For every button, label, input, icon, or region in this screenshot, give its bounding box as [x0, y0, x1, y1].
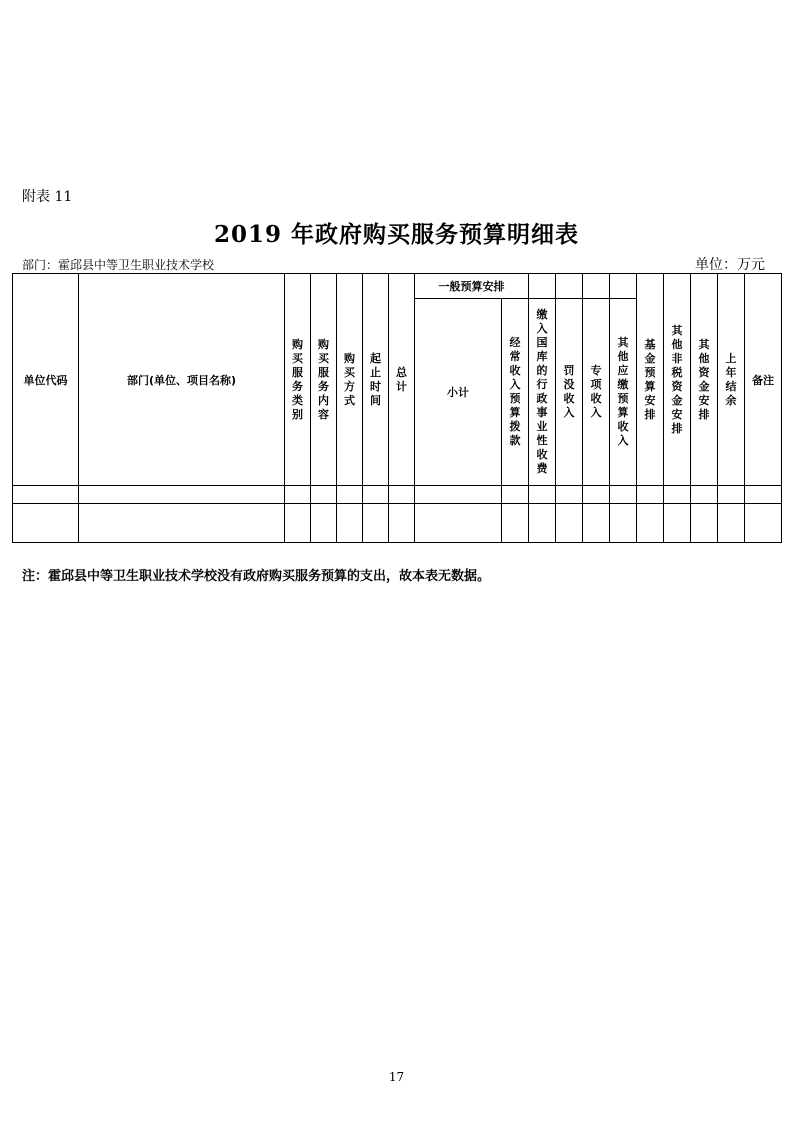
header-carryover-text: 上年结余 [725, 351, 737, 407]
table-cell [285, 504, 311, 543]
header-other-nontax-text: 其他非税资金安排 [671, 323, 683, 435]
annex-label: 附表 11 [22, 189, 73, 205]
table-cell [745, 504, 782, 543]
table-cell [79, 486, 285, 504]
table-cell [664, 486, 691, 504]
header-period [363, 274, 389, 486]
table-cell [389, 486, 415, 504]
table-cell [583, 504, 610, 543]
footnote: 注：霍邱县中等卫生职业技术学校没有政府购买服务预算的支出，故本表无数据。 [22, 569, 491, 584]
header-other-funds [691, 274, 718, 486]
table-cell [363, 486, 389, 504]
header-service-category-text: 购买服务类别 [292, 337, 303, 421]
table-cell [311, 486, 337, 504]
table-row [13, 486, 782, 504]
header-blank [556, 274, 583, 299]
header-operating-income-text: 经常收入预算拨款 [509, 336, 521, 447]
table-cell [337, 504, 363, 543]
header-purchase-method-text: 购买方式 [344, 351, 355, 407]
header-other-income-text: 其他应缴预算收入 [617, 336, 629, 447]
table-cell [745, 486, 782, 504]
table-cell [415, 504, 502, 543]
header-blank [610, 274, 637, 299]
header-carryover [718, 274, 745, 486]
table-cell [415, 486, 502, 504]
header-fund-budget [637, 274, 664, 486]
table-cell [637, 486, 664, 504]
page-number: 17 [388, 1070, 405, 1084]
table-cell [285, 486, 311, 504]
header-special-income [583, 299, 610, 486]
header-fund-budget-text: 基金预算安排 [644, 337, 656, 421]
header-department: 部门(单位、项目名称) [79, 274, 285, 486]
table-cell [337, 486, 363, 504]
table-cell [610, 486, 637, 504]
table-cell [583, 486, 610, 504]
department-line: 部门：霍邱县中等卫生职业技术学校 [22, 258, 215, 272]
table-cell [718, 486, 745, 504]
table-cell [718, 504, 745, 543]
header-total-text: 总计 [396, 365, 407, 393]
table-cell [556, 504, 583, 543]
table-cell [311, 504, 337, 543]
header-service-content [311, 274, 337, 486]
header-blank [529, 274, 556, 299]
table-cell [637, 504, 664, 543]
header-fines-text: 罚没收入 [563, 364, 575, 419]
header-unit-code: 单位代码 [13, 274, 79, 486]
header-other-funds-text: 其他资金安排 [698, 337, 710, 421]
table-cell [610, 504, 637, 543]
table-cell [556, 486, 583, 504]
table-cell [363, 504, 389, 543]
table-cell [13, 504, 79, 543]
table-cell [691, 504, 718, 543]
header-admin-fees-text: 缴入国库的行政事业性收费 [536, 308, 548, 475]
header-purchase-method [337, 274, 363, 486]
header-operating-income [502, 299, 529, 486]
header-subtotal: 小计 [415, 299, 502, 486]
header-period-text: 起止时间 [370, 351, 381, 407]
table-cell [13, 486, 79, 504]
page-title: 2019 年政府购买服务预算明细表 [213, 221, 580, 248]
table-cell [79, 504, 285, 543]
table-cell [389, 504, 415, 543]
table-cell [664, 504, 691, 543]
table-row [13, 504, 782, 543]
table-cell [529, 486, 556, 504]
budget-table [12, 273, 782, 543]
header-fines [556, 299, 583, 486]
unit-line: 单位：万元 [695, 257, 765, 273]
header-special-income-text: 专项收入 [590, 364, 602, 419]
table-cell [691, 486, 718, 504]
header-service-category [285, 274, 311, 486]
table-cell [529, 504, 556, 543]
header-service-content-text: 购买服务内容 [318, 337, 329, 421]
header-admin-fees [529, 299, 556, 486]
header-blank [583, 274, 610, 299]
header-remarks: 备注 [745, 274, 782, 486]
header-total [389, 274, 415, 486]
header-other-nontax [664, 274, 691, 486]
header-other-income [610, 299, 637, 486]
table-cell [502, 504, 529, 543]
header-general-budget: 一般预算安排 [415, 274, 529, 299]
table-cell [502, 486, 529, 504]
